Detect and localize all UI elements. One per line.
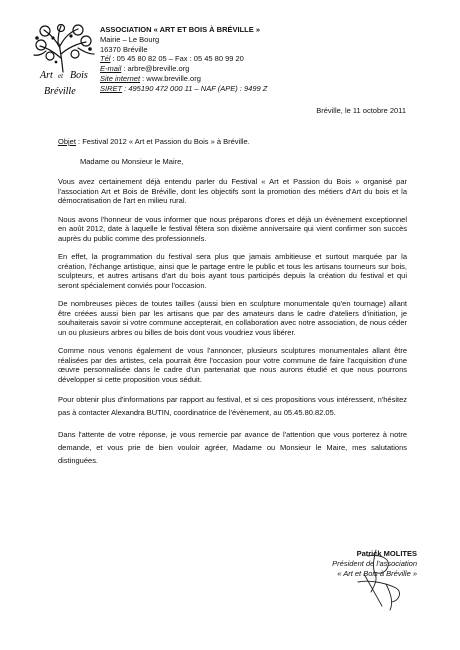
logo-word-art: Art xyxy=(40,70,53,81)
signatory-role: Président de l'association xyxy=(332,559,417,568)
paragraph-5: Comme nous venons également de vous l'annoncer, plusieurs sculptures monumentales allant être réalisées par des artistes, cela pourrait être l'occasion pour votre commune de faire l'acquisition d'une œuvre personnalisée dans le cadre d'un partenariat que nous aurons étudié et que nous pourrons développer si cette proposition vous séduit. xyxy=(58,346,407,384)
signatory-name: Patrick MOLITES xyxy=(356,549,417,558)
subject-line xyxy=(58,137,407,147)
phone-label: Tél xyxy=(100,54,111,64)
siret-value: : 495190 472 000 11 – NAF (APE) : 9499 Z xyxy=(122,83,268,93)
logo-word-bois: Bois xyxy=(70,70,88,81)
email-line xyxy=(100,64,300,74)
organization-name: ASSOCIATION « ART ET BOIS À BRÉVILLE » xyxy=(100,25,261,34)
letterhead xyxy=(100,25,300,94)
address-line-1: Mairie – Le Bourg xyxy=(100,34,160,44)
address-line-2: 16370 Bréville xyxy=(100,44,148,54)
handwritten-signature xyxy=(338,544,418,614)
paragraph-7: Dans l'attente de votre réponse, je vous remercie par avance de l'attention que vous porterez à notre demande, et vous prie de bien vouloir agréer, Madame ou Monsieur le Maire, mes salutations distinguées. xyxy=(58,430,407,465)
association-logo xyxy=(28,24,98,102)
signatory-association: « Art et Bois à Bréville » xyxy=(337,569,417,578)
letter-date: Bréville, le 11 octobre 2011 xyxy=(316,106,406,115)
phone-fax-line xyxy=(100,54,300,64)
email-label: E-mail xyxy=(100,64,122,74)
siret-label: SIRET xyxy=(100,83,123,93)
website-value: : www.breville.org xyxy=(140,73,201,83)
subject-value: : Festival 2012 « Art et Passion du Bois » à Bréville. xyxy=(75,137,250,146)
paragraph-1: Vous avez certainement déjà entendu parler du Festival « Art et Passion du Bois » organisé par l'association Art et Bois de Bréville, dont les objectifs sont la promotion des métiers d'Art du bois et la démocratisation de l'art en milieu rural. xyxy=(58,177,407,205)
logo-word-et: et xyxy=(58,72,64,80)
phone-fax-value: : 05 45 80 82 05 – Fax : 05 45 80 99 20 xyxy=(110,54,244,64)
logo-word-breville: Bréville xyxy=(44,86,76,97)
paragraph-6: Pour obtenir plus d'informations par rapport au festival, et si ces propositions vous intéressent, n'hésitez pas à contacter Alexandra BUTIN, coordinatrice de l'évènement, au 05.45.80.82.05. xyxy=(58,395,407,417)
paragraph-4: De nombreuses pièces de toutes tailles (aussi bien en sculpture monumentale qu'en tournage) allant être créées aussi bien par les artisans que par des amateurs dans le cadre d'ateliers d'initiation, je souhaiterais savoir si votre commune accepterait, en collaboration avec notre association, de nous céder un ou plusieurs arbres ou billes de bois dont vous voudriez vous libérer. xyxy=(58,299,407,337)
paragraph-2: Nous avons l'honneur de vous informer que nous préparons d'ores et déjà un évènement exceptionnel en août 2012, date à laquelle le festival fêtera son dixième anniversaire qui vient confirmer son succès auprès du public comme des professionnels. xyxy=(58,214,407,243)
greeting: Madame ou Monsieur le Maire, xyxy=(80,156,184,166)
letter-body xyxy=(58,137,407,476)
email-value: : arbre@breville.org xyxy=(121,64,190,74)
website-label: Site internet xyxy=(100,73,141,83)
subject-label: Objet xyxy=(58,137,76,146)
siret-line xyxy=(100,84,300,94)
website-line xyxy=(100,74,300,84)
paragraph-3: En effet, la programmation du festival sera plus que jamais ambitieuse et surtout marquée par la création, l'échange artistique, ainsi que le partage entre le public et tous les artisans tourneurs sur bois, sculpteurs, et autres artisans d'art du bois ayant tous participés depuis la création du festival et qui seront spécialement conviés pour l'occasion. xyxy=(58,252,407,290)
